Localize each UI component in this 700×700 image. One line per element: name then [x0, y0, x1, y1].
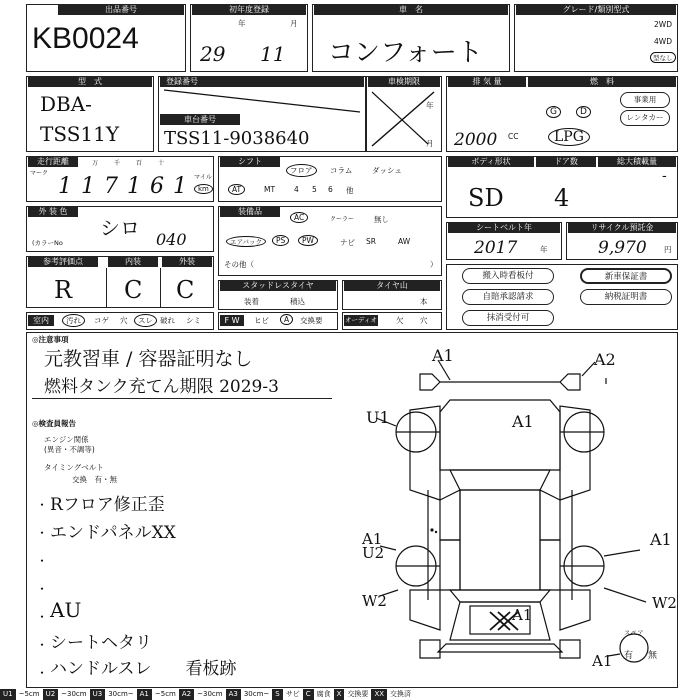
shift-at: AT: [228, 184, 245, 195]
shift-dash: ダッシュ: [372, 166, 402, 175]
seatbelt-year: 2017: [474, 238, 518, 258]
legend-key-6: A3: [226, 689, 241, 700]
interior-grade: C: [124, 276, 143, 304]
fw-label: F W: [220, 315, 244, 326]
report-item-5: AU: [50, 598, 82, 622]
legend-key-4: A1: [137, 689, 152, 700]
lot-number: KB0024: [32, 22, 139, 55]
grade-score-label: 参考評価点: [28, 256, 98, 267]
damage-legend: [0, 689, 700, 700]
legend-val-9: 交換要: [347, 690, 369, 698]
studless-label: スタッドレスタイヤ: [220, 280, 336, 291]
mileage-mark: マーク: [30, 170, 49, 177]
tire-unit: 本: [420, 297, 428, 306]
body-type: SD: [468, 184, 504, 212]
disp-label: 排 気 量: [448, 76, 526, 87]
report-bullet-3: ・: [36, 554, 49, 568]
report-engine-sub: (異音・不調等): [44, 445, 95, 454]
notes-line2: 燃料タンク充てん期限 2029-3: [44, 377, 279, 397]
legend-val-4: ~5cm: [154, 690, 176, 698]
reg-label: 登録番号: [160, 76, 364, 87]
audio-hole: 穴: [420, 316, 428, 325]
drive-none: 型なし: [650, 52, 676, 63]
equip-airbag: エアバック: [226, 236, 266, 247]
report-item-7: ハンドルスレ 看板跡: [50, 659, 237, 679]
seatbelt-unit: 年: [540, 245, 548, 254]
notes-underline: [32, 398, 332, 399]
mark-front-a2: A2: [594, 350, 616, 369]
equip-aw: AW: [398, 237, 411, 246]
report-bullet-5: ・: [36, 610, 49, 624]
interior-dirt: 汚れ: [62, 314, 85, 327]
mark-front-a1: A1: [432, 346, 454, 365]
report-bullet-7: ・: [36, 666, 49, 680]
fw-replace: 交換要: [300, 316, 323, 325]
color-code: 040: [156, 230, 187, 249]
fw-crack: ヒビ: [254, 316, 269, 325]
model-line2: TSS11Y: [40, 122, 120, 146]
grade-score: R: [54, 276, 73, 304]
report-item-6: シートヘタリ: [50, 633, 152, 653]
legend-val-5: ~30cm: [197, 690, 223, 698]
legend-key-5: A2: [179, 689, 194, 700]
mileage-unit-hyaku: 百: [136, 160, 143, 167]
equip-ps: PS: [272, 235, 289, 246]
notes-label: ◎注意事項: [32, 335, 69, 344]
cc-unit: CC: [508, 132, 519, 141]
load: -: [662, 168, 667, 184]
shaken-month-unit: 月: [426, 139, 434, 148]
grade-label: グレード/類別型式: [516, 4, 676, 15]
mark-left-rear-u2: U2: [362, 544, 385, 562]
legend-key-3: U3: [90, 689, 106, 700]
legend-val-2: ~30cm: [61, 690, 87, 698]
interior-grade-label: 内装: [108, 256, 158, 267]
shift-5: 5: [312, 185, 317, 194]
fw-a: A: [280, 314, 293, 325]
report-item-2: エンドパネルXX: [50, 523, 176, 543]
mark-front-left-u1: U1: [366, 408, 390, 427]
seatbelt-label: シートベルト年: [448, 222, 560, 233]
shift-label: シフト: [220, 156, 280, 167]
legend-val-8: 腐食: [316, 690, 331, 698]
first-reg-month: 11: [260, 42, 286, 66]
notes-line1: 元教習車 / 容器証明なし: [44, 348, 253, 370]
mark-left-rear-a1: A1: [362, 530, 383, 548]
mark-right-w2: W2: [652, 594, 677, 612]
lot-label: 出品番号: [58, 4, 184, 15]
shaken-year-unit: 年: [426, 101, 434, 110]
legend-val-10: 交換済: [390, 690, 412, 698]
report-bullet-6: ・: [36, 638, 49, 652]
mark-spare-a1: A1: [592, 652, 613, 670]
interior-tear: 破れ: [160, 316, 175, 325]
mileage-unit-mile: マイル: [194, 174, 212, 181]
interior-burn: コゲ: [94, 316, 109, 325]
doc-cancel: 抹消受付可: [462, 310, 554, 326]
exterior-grade: C: [176, 276, 195, 304]
doc-signboard: 搬入時看板付: [462, 268, 554, 284]
shift-6: 6: [328, 185, 333, 194]
doors-label: ドア数: [536, 156, 596, 167]
equip-cooler: クーラー: [330, 216, 355, 223]
legend-key-2: U2: [43, 689, 59, 700]
chassis-label: 車台番号: [160, 114, 240, 125]
tire-label: タイヤ山: [344, 280, 440, 291]
fuel-g: G: [546, 106, 561, 118]
mileage-value: 117161: [58, 174, 196, 199]
legend-key-7: S: [272, 689, 282, 700]
shift-floor: フロア: [286, 164, 317, 177]
use-business: 事業用: [620, 92, 670, 108]
doc-warranty: 新車保証書: [580, 268, 672, 284]
fuel-lpg: LPG: [548, 128, 590, 146]
equip-ac: AC: [290, 212, 308, 223]
car-name: コンフォート: [328, 38, 483, 68]
mileage-unit-man: 万: [92, 160, 99, 167]
spare-label: スペア: [624, 629, 644, 637]
color-value: シロ: [100, 216, 140, 240]
load-label: 総大積載量: [598, 156, 676, 167]
equip-pw: PW: [298, 235, 318, 246]
chassis-number: TSS11-9038640: [164, 128, 310, 149]
drive-2wd: 2WD: [654, 20, 672, 29]
report-bullet-4: ・: [36, 582, 49, 596]
doc-jibai: 自賠承認請求: [462, 289, 554, 305]
exterior-grade-label: 外装: [162, 256, 212, 267]
color-label: 外 装 色: [28, 206, 78, 217]
interior-stain: シミ: [186, 316, 201, 325]
report-timing-label: タイミングベルト: [44, 463, 104, 472]
model-line1: DBA-: [40, 92, 92, 116]
report-timing-sub: 交換 有・無: [72, 475, 117, 484]
recycle-label: リサイクル預託金: [568, 222, 676, 233]
report-item-1: Rフロア修正歪: [50, 495, 165, 515]
equip-sr: SR: [366, 237, 376, 246]
interior-row-label: 室内: [28, 315, 54, 326]
month-unit: 月: [290, 19, 298, 28]
equip-none: 無し: [374, 215, 389, 224]
studless-loaded: 積込: [290, 297, 305, 306]
report-bullet-1: ・: [36, 498, 49, 512]
legend-val-6: 30cm~: [243, 690, 270, 698]
doors: 4: [554, 184, 570, 212]
legend-key-8: C: [303, 689, 314, 700]
fuel-label: 燃 料: [528, 76, 676, 87]
legend-key-1: U1: [0, 689, 16, 700]
shift-other: 他: [346, 186, 354, 195]
legend-key-10: XX: [371, 689, 387, 700]
mark-right-rear-a1: A1: [650, 530, 672, 549]
audio-label: オーディオ: [345, 316, 377, 324]
use-rental: レンタカー: [620, 110, 670, 126]
body-type-label: ボディ形状: [448, 156, 534, 167]
shift-4: 4: [294, 185, 299, 194]
mark-left-w2: W2: [362, 592, 387, 610]
interior-hole: 穴: [120, 316, 128, 325]
fuel-d: D: [576, 106, 591, 118]
spare-no: 無: [648, 651, 658, 661]
audio-missing: 欠: [396, 316, 404, 325]
grade-divider-2: [160, 268, 161, 308]
grade-divider-1: [106, 268, 107, 308]
mileage-unit-juu: 十: [158, 160, 165, 167]
year-unit: 年: [238, 19, 246, 28]
shift-column: コラム: [330, 166, 353, 175]
car-label: 車 名: [314, 4, 508, 15]
drive-4wd: 4WD: [654, 37, 672, 46]
spare-yes: 有: [624, 651, 634, 661]
legend-val-1: ~5cm: [18, 690, 40, 698]
report-label: ◎検査員報告: [32, 419, 77, 428]
report-bullet-2: ・: [36, 526, 49, 540]
equip-navi: ナビ: [340, 238, 355, 247]
legend-val-7: サビ: [285, 690, 300, 698]
displacement: 2000: [454, 130, 498, 150]
equip-other-close: ）: [430, 260, 438, 269]
color-code-label: (カラーNo: [32, 239, 63, 247]
reg-strike-line: [160, 88, 365, 114]
studless-mounted: 装着: [244, 297, 259, 306]
shaken-label: 車検期限: [368, 76, 440, 87]
interior-scuff: スレ: [134, 314, 157, 327]
model-label: 型 式: [28, 76, 152, 87]
shift-mt: MT: [264, 185, 276, 194]
equip-other-label: その他（: [224, 260, 254, 269]
legend-key-9: X: [334, 689, 345, 700]
report-engine-label: エンジン関係: [44, 435, 89, 444]
mileage-unit-km: km: [194, 184, 213, 194]
mileage-label: 走行距離: [28, 156, 78, 167]
mileage-unit-sen: 千: [114, 160, 121, 167]
legend-val-3: 30cm~: [108, 690, 134, 698]
recycle-unit: 円: [664, 245, 672, 254]
equip-label: 装備品: [220, 206, 280, 217]
first-reg-year: 29: [200, 42, 226, 66]
doc-tax: 納税証明書: [580, 289, 672, 305]
recycle-amount: 9,970: [598, 238, 647, 258]
mark-hood-a1: A1: [512, 412, 534, 431]
mark-rear-a1: A1: [512, 606, 533, 624]
year-label: 初年度登録: [192, 4, 306, 15]
